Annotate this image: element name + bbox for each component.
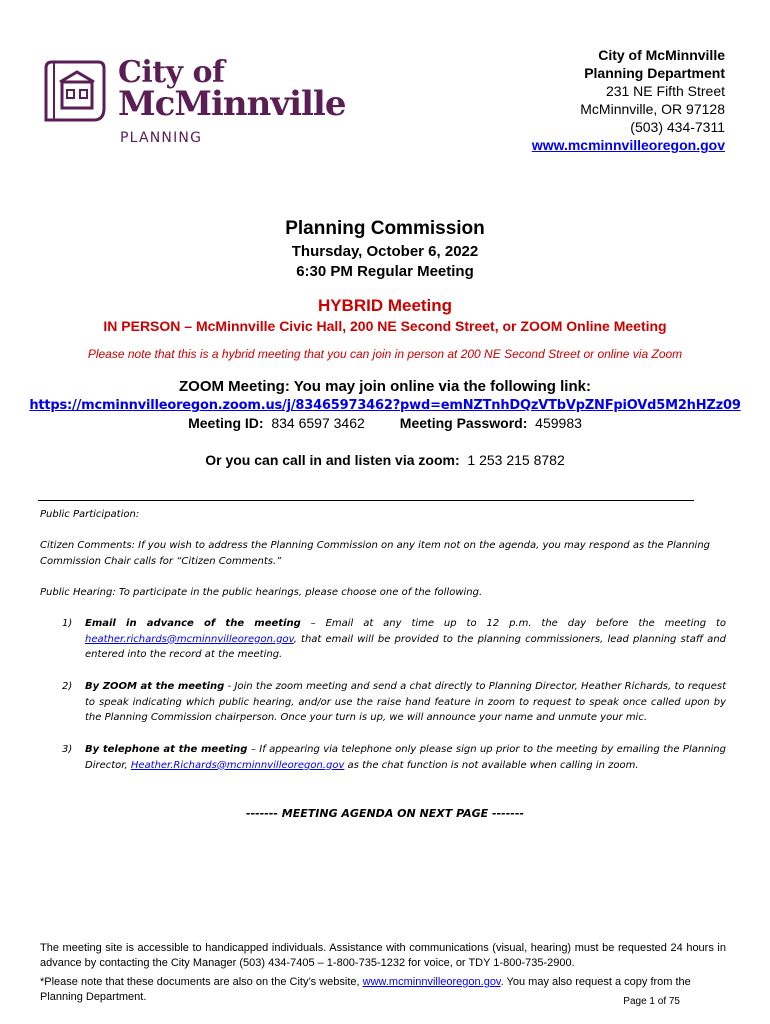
citizen-comments: Citizen Comments: If you wish to address the Planning Commission on any item not on the agenda, you may respond as the Planning Commission Chair calls for “Citizen Comments.” — [40, 540, 711, 567]
public-participation-heading: Public Participation: — [40, 509, 140, 520]
documents-note-end: . You may also request a copy from the Planning Department. — [40, 976, 691, 1003]
page-number: Page 1 of 75 — [623, 996, 680, 1007]
item-title: By ZOOM at the meeting — [85, 681, 225, 692]
documents-note-text: *Please note that these documents are also on the City’s website, — [40, 976, 363, 988]
phone-number: (503) 434-7311 — [630, 119, 725, 135]
in-person-line: IN PERSON – McMinnville Civic Hall, 200 NE Second Street, or ZOOM Online Meeting — [103, 318, 667, 334]
meeting-time: 6:30 PM Regular Meeting — [296, 263, 474, 280]
item-text: - Join the zoom meeting and send a chat directly to Planning Director, Heather Richards, to request to speak indicating which public hearing, and/or use the raise hand feature in zoom to request to speak once called upon by the Planning Commission chairperson. Once your turn is up, we will announce your name and unmute your mic. — [85, 681, 726, 723]
item-text-end: , that email will be provided to the planning commissioners, lead planning staff and entered into the record at the meeting. — [85, 633, 726, 660]
hybrid-heading: HYBRID Meeting — [317, 296, 453, 315]
item-text-end: as the chat function is not available when calling in zoom. — [344, 759, 639, 771]
logo-name-text: McMinnville — [118, 84, 346, 124]
item-number: 1) — [62, 618, 73, 629]
email-link[interactable]: Heather.Richards@mcminnvilleoregon.gov — [130, 759, 345, 771]
accessibility-note: The meeting site is accessible to handicapped individuals. Assistance with communications (visual, hearing) must be requested 24 hours in advance by contacting the City Manager (503) 434-7405 – 1-800-735-1232 for voice, or TDY 1-800-735-2900. — [40, 942, 726, 969]
item-text: – If appearing via telephone only please sign up prior to the meeting by emailing the Planning Director, — [85, 744, 726, 771]
meeting-id: 834 6597 3462 — [271, 415, 365, 431]
callin-line — [0, 452, 770, 468]
meeting-date-time — [0, 242, 770, 282]
item-title: Email in advance of the meeting — [85, 618, 301, 629]
hybrid-note: Please note that this is a hybrid meeting that you can join in person at 200 NE Second Street or online via Zoom — [87, 347, 683, 361]
zoom-link[interactable]: https://mcminnvilleoregon.zoom.us/j/83465973462?pwd=emNZTnhDQzVTbVpZNFpiOVd5M2hHZz09 — [29, 398, 741, 413]
dept-name: Planning Department — [584, 65, 725, 81]
page-title: Planning Commission — [285, 218, 485, 239]
item-number: 2) — [62, 681, 73, 692]
item-text: – Email at any time up to 12 p.m. the day before the meeting to — [300, 618, 726, 629]
building-scroll-icon — [40, 58, 110, 128]
meeting-password: 459983 — [535, 415, 582, 431]
public-hearing: Public Hearing: To participate in the public hearings, please choose one of the following. — [40, 587, 483, 598]
meeting-date: Thursday, October 6, 2022 — [291, 243, 479, 260]
logo-subtitle: PLANNING — [120, 130, 203, 146]
street-address: 231 NE Fifth Street — [605, 83, 725, 99]
footer-website-link[interactable]: www.mcminnvilleoregon.gov — [362, 976, 501, 988]
city-state-zip: McMinnville, OR 97128 — [580, 101, 725, 117]
address-block — [532, 46, 725, 154]
meeting-password-label: Meeting Password: — [399, 415, 528, 431]
next-page-notice: ------- MEETING AGENDA ON NEXT PAGE ------- — [246, 807, 524, 820]
meeting-credentials — [0, 415, 770, 431]
callin-number: 1 253 215 8782 — [467, 452, 565, 468]
org-name: City of McMinnville — [598, 47, 725, 63]
website-link[interactable]: www.mcminnvilleoregon.gov — [531, 137, 725, 153]
meeting-id-label: Meeting ID: — [188, 415, 264, 431]
callin-label: Or you can call in and listen via zoom: — [205, 452, 460, 468]
logo-city-text: City of — [118, 55, 225, 90]
divider — [38, 500, 694, 501]
zoom-heading: ZOOM Meeting: You may join online via the following link: — [179, 378, 591, 395]
item-number: 3) — [62, 744, 73, 755]
item-title: By telephone at the meeting — [85, 744, 248, 755]
email-link[interactable]: heather.richards@mcminnvilleoregon.gov — [85, 633, 294, 645]
city-logo — [40, 55, 390, 158]
